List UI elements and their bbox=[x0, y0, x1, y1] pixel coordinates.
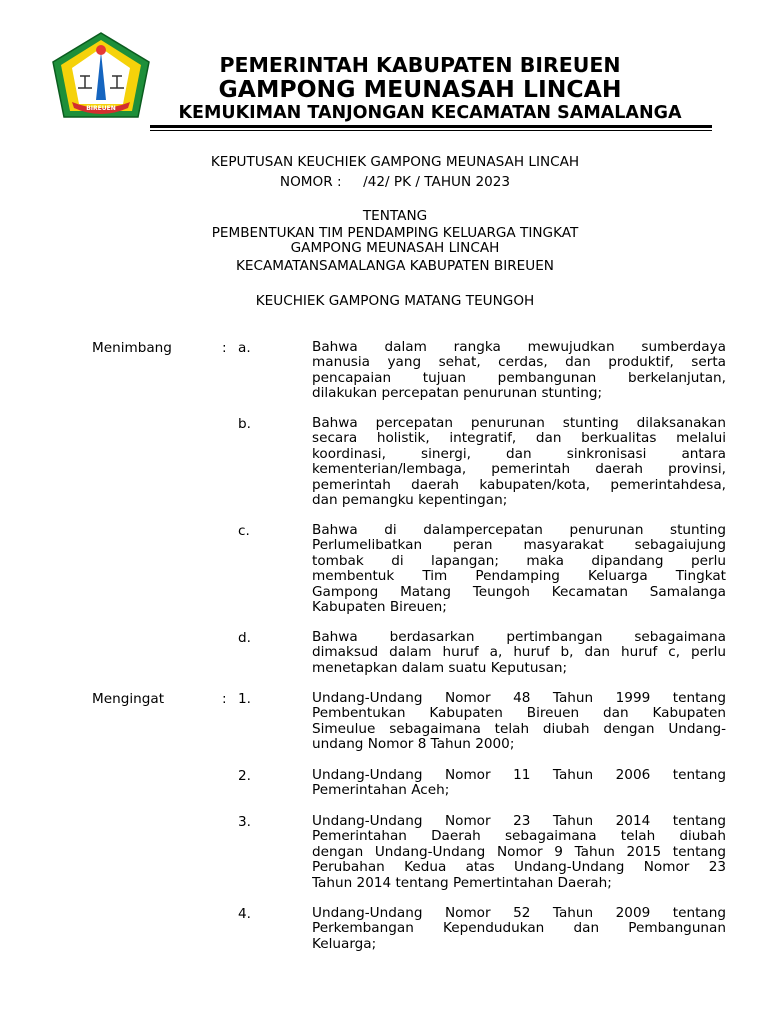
text-line: Keluarga; bbox=[312, 936, 377, 952]
mengingat-item-3-number: 3. bbox=[238, 814, 251, 830]
text-line: Gampong Matang Teungoh Kecamatan Samalanga bbox=[312, 584, 726, 600]
menimbang-item-d-number: d. bbox=[238, 630, 251, 646]
menimbang-item-b-number: b. bbox=[238, 416, 251, 432]
letterhead-line-1: PEMERINTAH KABUPATEN BIREUEN bbox=[219, 53, 621, 77]
letterhead-line-3: KEMUKIMAN TANJONGAN KECAMATAN SAMALANGA bbox=[178, 103, 682, 123]
text-line: Undang-Undang Nomor 48 Tahun 1999 tentang bbox=[312, 691, 726, 706]
text-line: Tahun 2014 tentang Pemertintahan Daerah; bbox=[312, 875, 612, 891]
text-line: manusia yang sehat, cerdas, dan produktif, serta bbox=[312, 355, 726, 371]
menimbang-item-c-text bbox=[312, 523, 726, 615]
issuer-line: KEUCHIEK GAMPONG MATANG TEUNGOH bbox=[255, 293, 535, 309]
subject-line-2: GAMPONG MEUNASAH LINCAH bbox=[290, 240, 500, 256]
mengingat-item-2-text bbox=[312, 768, 726, 799]
mengingat-colon: : bbox=[222, 691, 227, 707]
decree-title: KEPUTUSAN KEUCHIEK GAMPONG MEUNASAH LINCAH bbox=[210, 154, 580, 170]
text-line: Simeulue sebagaimana telah diubah dengan Undang- bbox=[312, 721, 726, 737]
menimbang-item-d-text bbox=[312, 630, 726, 676]
text-line: dan pemangku kepentingan; bbox=[312, 492, 508, 508]
text-line: Bahwa dalam rangka mewujudkan sumberdaya bbox=[312, 340, 726, 355]
mengingat-item-3-text bbox=[312, 814, 726, 891]
decree-number: NOMOR : /42/ PK / TAHUN 2023 bbox=[279, 174, 511, 190]
tentang-heading: TENTANG bbox=[362, 208, 428, 224]
text-line: Perkembangan Kependudukan dan Pembangunan bbox=[312, 921, 726, 937]
text-line: Pemerintahan Aceh; bbox=[312, 783, 450, 799]
subject-line-3: KECAMATANSAMALANGA KABUPATEN BIREUEN bbox=[236, 258, 554, 274]
text-line: Undang-Undang Nomor 52 Tahun 2009 tentang bbox=[312, 906, 726, 921]
logo-text: BIREUEN bbox=[86, 105, 116, 112]
letterhead-line-2: GAMPONG MEUNASAH LINCAH bbox=[218, 75, 622, 103]
mengingat-item-4-number: 4. bbox=[238, 906, 251, 922]
menimbang-item-b-text bbox=[312, 416, 726, 508]
menimbang-colon: : bbox=[222, 340, 227, 356]
text-line: Perlumelibatkan peran masyarakat sebagaiujung bbox=[312, 538, 726, 554]
mengingat-label: Mengingat bbox=[92, 691, 165, 707]
text-line: Pembentukan Kabupaten Bireuen dan Kabupaten bbox=[312, 706, 726, 722]
text-line: menetapkan dalam suatu Keputusan; bbox=[312, 660, 568, 676]
text-line: membentuk Tim Pendamping Keluarga Tingkat bbox=[312, 569, 726, 585]
mengingat-item-2-number: 2. bbox=[238, 768, 251, 784]
text-line: pemerintah daerah kabupaten/kota, pemerintahdesa, bbox=[312, 477, 726, 493]
text-line: Bahwa percepatan penurunan stunting dilaksanakan bbox=[312, 416, 726, 431]
text-line: Undang-Undang Nomor 23 Tahun 2014 tentang bbox=[312, 814, 726, 829]
mengingat-item-4-text bbox=[312, 906, 726, 952]
text-line: Bahwa di dalampercepatan penurunan stunting bbox=[312, 523, 726, 538]
text-line: dilakukan percepatan penurunan stunting; bbox=[312, 386, 603, 402]
text-line: Bahwa berdasarkan pertimbangan sebagaimana bbox=[312, 630, 726, 645]
mengingat-item-1-text bbox=[312, 691, 726, 753]
text-line: kementerian/lembaga, pemerintah daerah provinsi, bbox=[312, 462, 726, 478]
text-line: Pemerintahan Daerah sebagaimana telah diubah bbox=[312, 829, 726, 845]
text-line: undang Nomor 8 Tahun 2000; bbox=[312, 737, 515, 753]
menimbang-item-a-text bbox=[312, 340, 726, 402]
text-line: tombak di lapangan; maka dipandang perlu bbox=[312, 553, 726, 569]
text-line: dengan Undang-Undang Nomor 9 Tahun 2015 tentang bbox=[312, 844, 726, 860]
subject-line-1: PEMBENTUKAN TIM PENDAMPING KELUARGA TINGKAT bbox=[211, 225, 579, 241]
letterhead-rule-thin bbox=[150, 130, 712, 131]
text-line: Perubahan Kedua atas Undang-Undang Nomor 23 bbox=[312, 860, 726, 876]
mengingat-item-1-number: 1. bbox=[238, 691, 251, 707]
letterhead-rule-thick bbox=[150, 125, 712, 128]
text-line: Undang-Undang Nomor 11 Tahun 2006 tentang bbox=[312, 768, 726, 783]
text-line: pencapaian tujuan pembangunan berkelanjutan, bbox=[312, 370, 726, 386]
text-line: secara holistik, integratif, dan berkualitas melalui bbox=[312, 431, 726, 447]
text-line: dimaksud dalam huruf a, huruf b, dan huruf c, perlu bbox=[312, 645, 726, 661]
text-line: Kabupaten Bireuen; bbox=[312, 599, 447, 615]
menimbang-item-a-number: a. bbox=[238, 340, 251, 356]
text-line: koordinasi, sinergi, dan sinkronisasi antara bbox=[312, 446, 726, 462]
menimbang-label: Menimbang bbox=[92, 340, 172, 356]
menimbang-item-c-number: c. bbox=[238, 523, 250, 539]
bireuen-regency-seal-logo bbox=[50, 30, 152, 120]
